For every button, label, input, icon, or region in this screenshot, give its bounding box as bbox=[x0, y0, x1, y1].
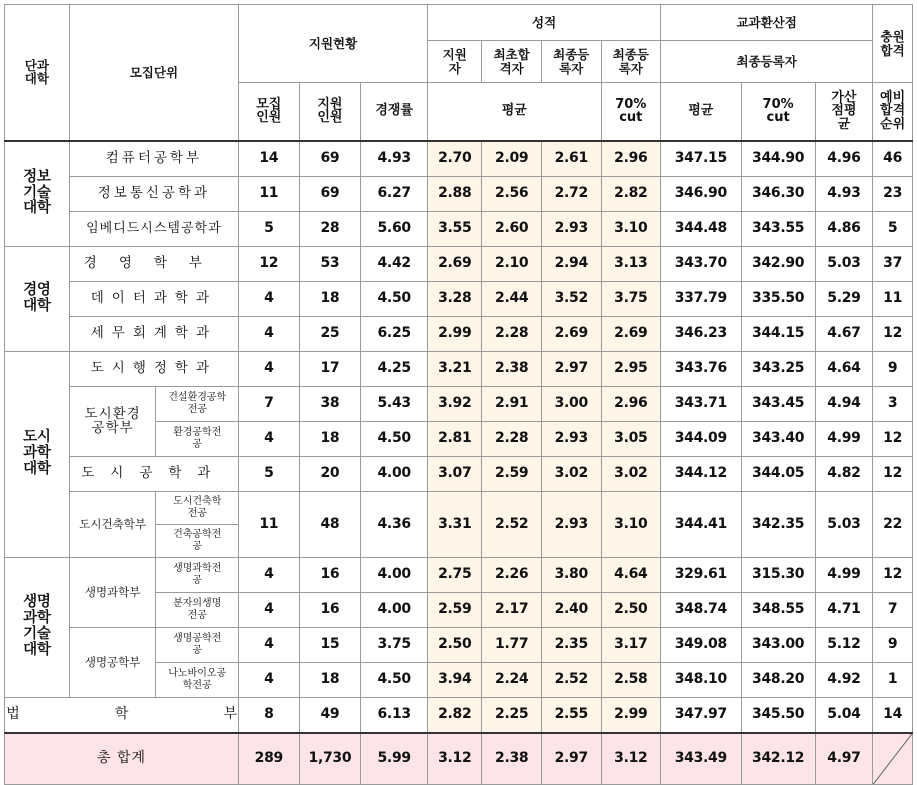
grade-cut70: 3.75 bbox=[601, 281, 661, 316]
waitlist-rank: 23 bbox=[873, 176, 913, 211]
applied-count: 17 bbox=[299, 351, 361, 386]
bonus-average: 5.12 bbox=[815, 627, 872, 662]
unit-name: 데이터과학과 bbox=[69, 281, 238, 316]
major-name: 생명공학전공 bbox=[156, 627, 239, 662]
total-bonus-average: 4.97 bbox=[815, 733, 872, 785]
unit-name: 컴퓨터공학부 bbox=[69, 141, 238, 177]
admission-results-table bbox=[4, 4, 913, 785]
bonus-average: 4.64 bbox=[815, 351, 872, 386]
competition-rate: 4.00 bbox=[361, 557, 428, 592]
competition-rate: 6.13 bbox=[361, 697, 428, 733]
total-recruit: 289 bbox=[239, 733, 300, 785]
grade-final-reg: 3.00 bbox=[541, 386, 601, 421]
recruit-count: 4 bbox=[239, 316, 300, 351]
grade-first-admit: 2.44 bbox=[482, 281, 542, 316]
grade-cut70: 3.02 bbox=[601, 456, 661, 491]
subject-cut70: 346.30 bbox=[741, 176, 815, 211]
grade-applicants: 2.59 bbox=[428, 592, 482, 627]
subject-average: 343.70 bbox=[661, 246, 741, 281]
header-unit: 모집단위 bbox=[69, 5, 238, 141]
grade-applicants: 2.82 bbox=[428, 697, 482, 733]
recruit-count: 4 bbox=[239, 281, 300, 316]
waitlist-rank: 9 bbox=[873, 351, 913, 386]
bonus-average: 4.99 bbox=[815, 557, 872, 592]
grade-applicants: 3.28 bbox=[428, 281, 482, 316]
grade-final-reg: 2.40 bbox=[541, 592, 601, 627]
grade-cut70: 2.58 bbox=[601, 662, 661, 697]
header-recruit-count: 모집인원 bbox=[239, 83, 300, 141]
recruit-count: 5 bbox=[239, 211, 300, 246]
grade-first-admit: 2.60 bbox=[482, 211, 542, 246]
total-grade-final-reg: 2.97 bbox=[541, 733, 601, 785]
major-name: 건축공학전공 bbox=[156, 524, 239, 557]
subject-average: 346.23 bbox=[661, 316, 741, 351]
major-name: 분자의생명전공 bbox=[156, 592, 239, 627]
grade-applicants: 2.99 bbox=[428, 316, 482, 351]
subject-cut70: 344.05 bbox=[741, 456, 815, 491]
applied-count: 16 bbox=[299, 592, 361, 627]
table-row bbox=[5, 627, 913, 662]
recruit-count: 4 bbox=[239, 557, 300, 592]
recruit-count: 11 bbox=[239, 176, 300, 211]
grade-first-admit: 2.28 bbox=[482, 421, 542, 456]
bonus-average: 4.93 bbox=[815, 176, 872, 211]
grade-cut70: 3.10 bbox=[601, 491, 661, 557]
grade-cut70: 3.10 bbox=[601, 211, 661, 246]
subject-average: 346.90 bbox=[661, 176, 741, 211]
table-row bbox=[5, 557, 913, 592]
grade-applicants: 2.69 bbox=[428, 246, 482, 281]
major-name: 나노바이오공학전공 bbox=[156, 662, 239, 697]
competition-rate: 5.43 bbox=[361, 386, 428, 421]
subject-cut70: 344.90 bbox=[741, 141, 815, 177]
major-name: 도시건축학전공 bbox=[156, 491, 239, 524]
college-info: 정보기술대학 bbox=[5, 141, 70, 247]
applied-count: 18 bbox=[299, 281, 361, 316]
bonus-average: 5.29 bbox=[815, 281, 872, 316]
grade-first-admit: 1.77 bbox=[482, 627, 542, 662]
subject-average: 349.08 bbox=[661, 627, 741, 662]
competition-rate: 4.93 bbox=[361, 141, 428, 177]
applied-count: 15 bbox=[299, 627, 361, 662]
unit-name: 임베디드시스템공학과 bbox=[69, 211, 238, 246]
applied-count: 25 bbox=[299, 316, 361, 351]
grade-applicants: 3.94 bbox=[428, 662, 482, 697]
grade-cut70: 2.82 bbox=[601, 176, 661, 211]
header-college: 단과대학 bbox=[5, 5, 70, 141]
competition-rate: 4.42 bbox=[361, 246, 428, 281]
grade-cut70: 4.64 bbox=[601, 557, 661, 592]
major-name: 환경공학전공 bbox=[156, 421, 239, 456]
recruit-count: 4 bbox=[239, 627, 300, 662]
grade-cut70: 3.17 bbox=[601, 627, 661, 662]
total-subject-average: 343.49 bbox=[661, 733, 741, 785]
applied-count: 69 bbox=[299, 141, 361, 177]
grade-final-reg: 3.52 bbox=[541, 281, 601, 316]
applied-count: 53 bbox=[299, 246, 361, 281]
grade-final-reg: 3.80 bbox=[541, 557, 601, 592]
grade-first-admit: 2.56 bbox=[482, 176, 542, 211]
grade-cut70: 2.50 bbox=[601, 592, 661, 627]
applied-count: 49 bbox=[299, 697, 361, 733]
recruit-count: 11 bbox=[239, 491, 300, 557]
competition-rate: 4.36 bbox=[361, 491, 428, 557]
waitlist-rank: 14 bbox=[873, 697, 913, 733]
recruit-count: 4 bbox=[239, 421, 300, 456]
subject-cut70: 315.30 bbox=[741, 557, 815, 592]
header-applicants-group: 지원현황 bbox=[239, 5, 428, 83]
grade-cut70: 2.96 bbox=[601, 141, 661, 177]
subject-average: 344.09 bbox=[661, 421, 741, 456]
grade-first-admit: 2.59 bbox=[482, 456, 542, 491]
header-bonus-average: 가산점평균 bbox=[815, 83, 872, 141]
grade-first-admit: 2.38 bbox=[482, 351, 542, 386]
grade-applicants: 3.55 bbox=[428, 211, 482, 246]
subject-cut70: 335.50 bbox=[741, 281, 815, 316]
unit-name: 정보통신공학과 bbox=[69, 176, 238, 211]
subject-cut70: 343.00 bbox=[741, 627, 815, 662]
table-row bbox=[5, 697, 913, 733]
competition-rate: 5.60 bbox=[361, 211, 428, 246]
grade-final-reg: 2.97 bbox=[541, 351, 601, 386]
waitlist-rank: 12 bbox=[873, 316, 913, 351]
applied-count: 16 bbox=[299, 557, 361, 592]
competition-rate: 4.00 bbox=[361, 592, 428, 627]
applied-count: 38 bbox=[299, 386, 361, 421]
grade-applicants: 2.70 bbox=[428, 141, 482, 177]
college-urban: 도시과학대학 bbox=[5, 351, 70, 557]
header-average: 평균 bbox=[428, 83, 601, 141]
grade-cut70: 2.95 bbox=[601, 351, 661, 386]
bonus-average: 4.96 bbox=[815, 141, 872, 177]
waitlist-rank: 12 bbox=[873, 421, 913, 456]
competition-rate: 4.25 bbox=[361, 351, 428, 386]
grade-final-reg: 2.72 bbox=[541, 176, 601, 211]
grade-final-reg: 2.93 bbox=[541, 421, 601, 456]
subject-average: 343.71 bbox=[661, 386, 741, 421]
grade-applicants: 3.31 bbox=[428, 491, 482, 557]
law-char-3: 부 bbox=[223, 706, 237, 723]
grade-applicants: 2.75 bbox=[428, 557, 482, 592]
grade-first-admit: 2.24 bbox=[482, 662, 542, 697]
competition-rate: 3.75 bbox=[361, 627, 428, 662]
table-row bbox=[5, 211, 913, 246]
waitlist-rank: 46 bbox=[873, 141, 913, 177]
major-name: 생명과학전공 bbox=[156, 557, 239, 592]
waitlist-rank: 12 bbox=[873, 557, 913, 592]
applied-count: 20 bbox=[299, 456, 361, 491]
college-life: 생명과학기술대학 bbox=[5, 557, 70, 697]
total-applied: 1,730 bbox=[299, 733, 361, 785]
grade-applicants: 3.21 bbox=[428, 351, 482, 386]
grade-first-admit: 2.17 bbox=[482, 592, 542, 627]
grade-final-reg: 2.61 bbox=[541, 141, 601, 177]
grade-final-reg: 2.55 bbox=[541, 697, 601, 733]
competition-rate: 6.25 bbox=[361, 316, 428, 351]
subject-cut70: 348.20 bbox=[741, 662, 815, 697]
applied-count: 28 bbox=[299, 211, 361, 246]
recruit-count: 14 bbox=[239, 141, 300, 177]
major-name: 건설환경공학전공 bbox=[156, 386, 239, 421]
recruit-count: 7 bbox=[239, 386, 300, 421]
subject-cut70: 343.25 bbox=[741, 351, 815, 386]
bonus-average: 4.86 bbox=[815, 211, 872, 246]
applied-count: 18 bbox=[299, 662, 361, 697]
table-row bbox=[5, 351, 913, 386]
college-biz: 경영대학 bbox=[5, 246, 70, 351]
grade-final-reg: 2.69 bbox=[541, 316, 601, 351]
recruit-count: 4 bbox=[239, 592, 300, 627]
unit-name: 생명과학부 bbox=[69, 557, 156, 627]
header-competition-rate: 경쟁률 bbox=[361, 83, 428, 141]
waitlist-rank: 5 bbox=[873, 211, 913, 246]
bonus-average: 4.92 bbox=[815, 662, 872, 697]
header-grades-group: 성적 bbox=[428, 5, 661, 41]
recruit-count: 4 bbox=[239, 662, 300, 697]
grade-cut70: 2.69 bbox=[601, 316, 661, 351]
header-waitlist-rank: 예비합격순위 bbox=[873, 83, 913, 141]
subject-average: 337.79 bbox=[661, 281, 741, 316]
bonus-average: 5.03 bbox=[815, 491, 872, 557]
table-row bbox=[5, 456, 913, 491]
applied-count: 69 bbox=[299, 176, 361, 211]
grade-cut70: 3.13 bbox=[601, 246, 661, 281]
total-label: 총 합계 bbox=[5, 733, 239, 785]
header-subject-group: 교과환산점 bbox=[661, 5, 873, 41]
grade-cut70: 2.99 bbox=[601, 697, 661, 733]
total-rate: 5.99 bbox=[361, 733, 428, 785]
bonus-average: 4.71 bbox=[815, 592, 872, 627]
recruit-count: 5 bbox=[239, 456, 300, 491]
total-waitlist-empty bbox=[873, 733, 913, 785]
unit-name: 경영학부 bbox=[69, 246, 238, 281]
table-row bbox=[5, 386, 913, 421]
table-row bbox=[5, 141, 913, 177]
unit-name: 도시환경공학부 bbox=[69, 386, 156, 456]
grade-final-reg: 2.94 bbox=[541, 246, 601, 281]
subject-cut70: 343.45 bbox=[741, 386, 815, 421]
grade-first-admit: 2.28 bbox=[482, 316, 542, 351]
header-cut70: 70% cut bbox=[601, 83, 661, 141]
unit-name: 세무회계학과 bbox=[69, 316, 238, 351]
subject-average: 344.48 bbox=[661, 211, 741, 246]
subject-average: 347.97 bbox=[661, 697, 741, 733]
recruit-count: 8 bbox=[239, 697, 300, 733]
total-grade-applicants: 3.12 bbox=[428, 733, 482, 785]
grade-cut70: 3.05 bbox=[601, 421, 661, 456]
waitlist-rank: 22 bbox=[873, 491, 913, 557]
applied-count: 48 bbox=[299, 491, 361, 557]
header-subject-final-reg: 최종등록자 bbox=[661, 41, 873, 83]
waitlist-rank: 11 bbox=[873, 281, 913, 316]
header-grade-applicants: 지원자 bbox=[428, 41, 482, 83]
subject-average: 347.15 bbox=[661, 141, 741, 177]
bonus-average: 4.82 bbox=[815, 456, 872, 491]
waitlist-rank: 1 bbox=[873, 662, 913, 697]
grade-first-admit: 2.91 bbox=[482, 386, 542, 421]
subject-average: 343.76 bbox=[661, 351, 741, 386]
table-row bbox=[5, 491, 913, 524]
grade-final-reg: 2.93 bbox=[541, 211, 601, 246]
competition-rate: 4.50 bbox=[361, 281, 428, 316]
subject-cut70: 342.90 bbox=[741, 246, 815, 281]
subject-cut70: 345.50 bbox=[741, 697, 815, 733]
subject-cut70: 344.15 bbox=[741, 316, 815, 351]
unit-name: 도시건축학부 bbox=[69, 491, 156, 557]
table-row bbox=[5, 246, 913, 281]
table-row bbox=[5, 316, 913, 351]
header-grade-final-reg2: 최종등록자 bbox=[601, 41, 661, 83]
header-applied-count: 지원인원 bbox=[299, 83, 361, 141]
subject-cut70: 343.55 bbox=[741, 211, 815, 246]
competition-rate: 4.00 bbox=[361, 456, 428, 491]
diagonal-slash-icon bbox=[873, 734, 912, 785]
header-grade-first-admit: 최초합격자 bbox=[482, 41, 542, 83]
bonus-average: 4.99 bbox=[815, 421, 872, 456]
unit-name-law bbox=[5, 697, 239, 733]
subject-cut70: 342.35 bbox=[741, 491, 815, 557]
header-subject-average: 평균 bbox=[661, 83, 741, 141]
recruit-count: 4 bbox=[239, 351, 300, 386]
unit-name: 생명공학부 bbox=[69, 627, 156, 697]
total-subject-cut70: 342.12 bbox=[741, 733, 815, 785]
bonus-average: 4.67 bbox=[815, 316, 872, 351]
grade-applicants: 2.88 bbox=[428, 176, 482, 211]
total-grade-first-admit: 2.38 bbox=[482, 733, 542, 785]
bonus-average: 4.94 bbox=[815, 386, 872, 421]
grade-final-reg: 2.93 bbox=[541, 491, 601, 557]
law-char-1: 법 bbox=[6, 706, 20, 723]
waitlist-rank: 12 bbox=[873, 456, 913, 491]
grade-applicants: 2.50 bbox=[428, 627, 482, 662]
subject-average: 344.12 bbox=[661, 456, 741, 491]
grade-applicants: 3.07 bbox=[428, 456, 482, 491]
grade-applicants: 2.81 bbox=[428, 421, 482, 456]
subject-average: 329.61 bbox=[661, 557, 741, 592]
grade-final-reg: 2.52 bbox=[541, 662, 601, 697]
subject-average: 344.41 bbox=[661, 491, 741, 557]
table-row bbox=[5, 281, 913, 316]
grade-cut70: 2.96 bbox=[601, 386, 661, 421]
waitlist-rank: 9 bbox=[873, 627, 913, 662]
recruit-count: 12 bbox=[239, 246, 300, 281]
applied-count: 18 bbox=[299, 421, 361, 456]
grade-first-admit: 2.52 bbox=[482, 491, 542, 557]
law-char-2: 학 bbox=[114, 706, 129, 723]
bonus-average: 5.04 bbox=[815, 697, 872, 733]
unit-name: 도시행정학과 bbox=[69, 351, 238, 386]
waitlist-rank: 7 bbox=[873, 592, 913, 627]
grade-first-admit: 2.10 bbox=[482, 246, 542, 281]
header-subject-cut70: 70% cut bbox=[741, 83, 815, 141]
bonus-average: 5.03 bbox=[815, 246, 872, 281]
competition-rate: 4.50 bbox=[361, 662, 428, 697]
grade-final-reg: 2.35 bbox=[541, 627, 601, 662]
competition-rate: 4.50 bbox=[361, 421, 428, 456]
header-extra-group: 충원합격 bbox=[873, 5, 913, 83]
table-row bbox=[5, 176, 913, 211]
subject-cut70: 343.40 bbox=[741, 421, 815, 456]
waitlist-rank: 3 bbox=[873, 386, 913, 421]
unit-name: 도시공학과 bbox=[69, 456, 238, 491]
subject-average: 348.10 bbox=[661, 662, 741, 697]
total-row bbox=[5, 733, 913, 785]
grade-applicants: 3.92 bbox=[428, 386, 482, 421]
grade-final-reg: 3.02 bbox=[541, 456, 601, 491]
grade-first-admit: 2.09 bbox=[482, 141, 542, 177]
grade-first-admit: 2.26 bbox=[482, 557, 542, 592]
waitlist-rank: 37 bbox=[873, 246, 913, 281]
header-grade-final-reg: 최종등록자 bbox=[541, 41, 601, 83]
grade-first-admit: 2.25 bbox=[482, 697, 542, 733]
competition-rate: 6.27 bbox=[361, 176, 428, 211]
subject-average: 348.74 bbox=[661, 592, 741, 627]
total-grade-cut70: 3.12 bbox=[601, 733, 661, 785]
subject-cut70: 348.55 bbox=[741, 592, 815, 627]
